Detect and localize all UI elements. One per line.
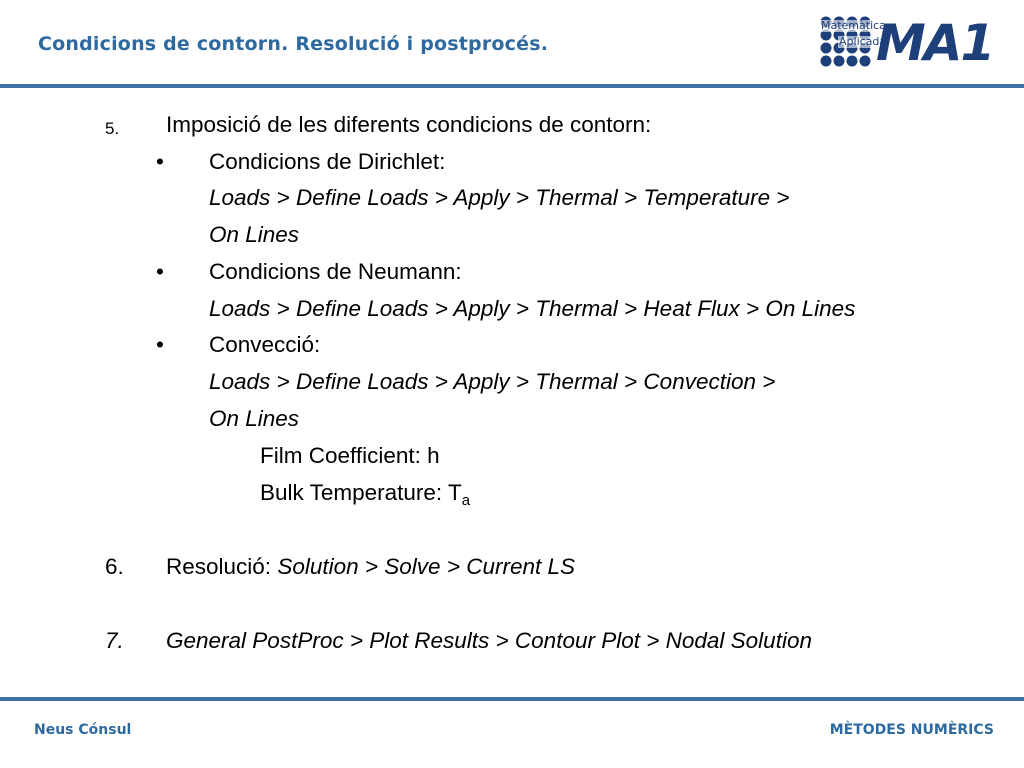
footer-author: Neus Cónsul — [34, 722, 132, 738]
item-6-path: Solution > Solve > Current LS — [277, 554, 576, 579]
bullet: • — [156, 259, 164, 284]
footer-course: MÈTODES NUMÈRICS — [829, 722, 994, 738]
convection-path-line1: Loads > Define Loads > Apply > Thermal > Convection > — [209, 369, 776, 394]
item-6-number: 6. — [105, 554, 124, 579]
slide-title: Condicions de contorn. Resolució i postprocés. — [38, 33, 549, 55]
bulk-temperature-subscript: a — [461, 492, 471, 509]
item-7-path: General PostProc > Plot Results > Contour Plot > Nodal Solution — [166, 628, 812, 653]
convection-label: Convecció: — [209, 332, 321, 357]
logo-word-matematica: Matemàtica — [821, 19, 886, 32]
item-6-text — [166, 554, 575, 580]
dirichlet-path-line2: On Lines — [209, 222, 300, 247]
logo-mark: MA1 — [876, 14, 994, 72]
bulk-temperature — [260, 480, 470, 514]
dirichlet-label: Condicions de Dirichlet: — [209, 149, 446, 174]
dirichlet-path-line1: Loads > Define Loads > Apply > Thermal > Temperature > — [209, 185, 790, 210]
logo-word-aplicada: Aplicada — [839, 35, 887, 48]
convection-path-line2: On Lines — [209, 406, 300, 431]
bullet: • — [156, 149, 164, 174]
neumann-path: Loads > Define Loads > Apply > Thermal > Heat Flux > On Lines — [209, 296, 856, 321]
bulk-temperature-text: Bulk Temperature: T — [260, 480, 462, 505]
item-7-number: 7. — [105, 628, 124, 653]
item-5-text: Imposició de les diferents condicions de contorn: — [166, 112, 652, 137]
item-5-number: 5. — [105, 119, 120, 138]
item-6-label: Resolució: — [166, 554, 272, 579]
neumann-label: Condicions de Neumann: — [209, 259, 462, 284]
footer-divider — [0, 697, 1024, 701]
bullet: • — [156, 332, 164, 357]
film-coefficient: Film Coefficient: h — [260, 443, 440, 468]
